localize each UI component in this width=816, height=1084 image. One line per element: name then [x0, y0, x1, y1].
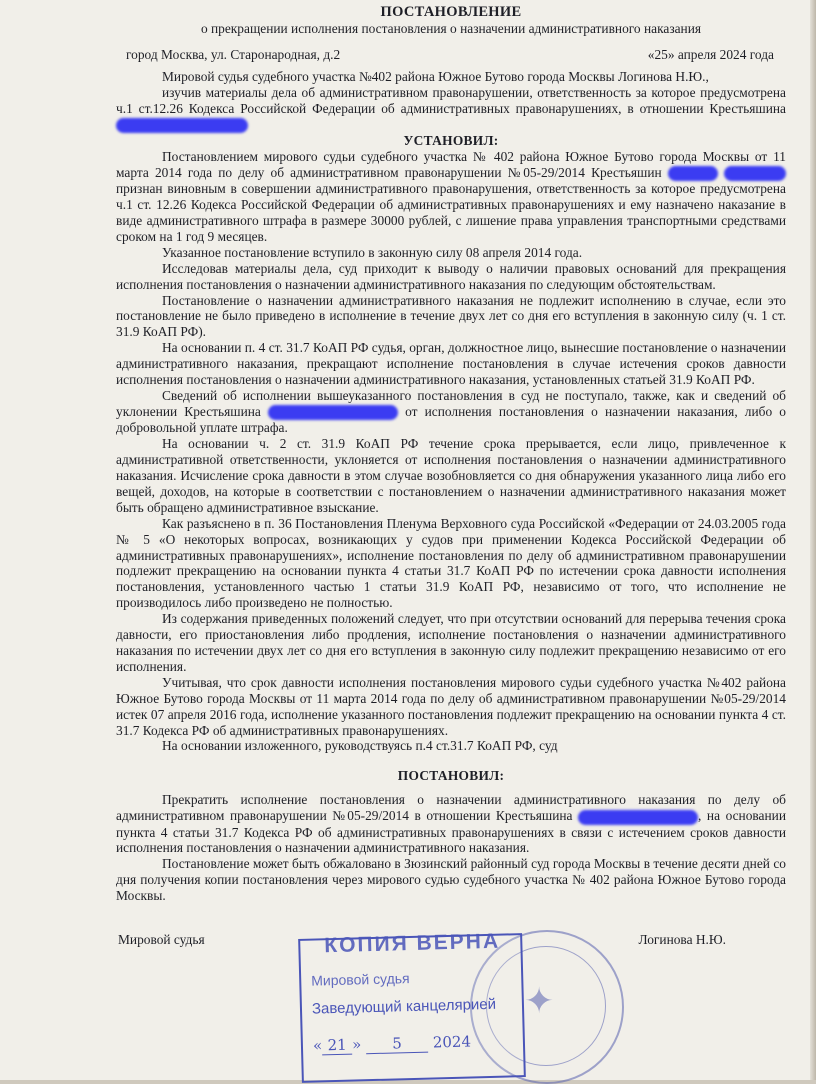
- place-date-row: [126, 47, 774, 63]
- stamp-month: 5: [366, 1034, 428, 1055]
- redaction-mark: [268, 405, 398, 420]
- intro-paragraph-case: [116, 85, 786, 133]
- emblem-icon: ✦: [524, 981, 555, 1021]
- stamp-line-office: Заведующий канцелярией: [311, 995, 497, 1018]
- established-paragraph-4: Постановление о назначении административного наказания не подлежит исполнению в случае, если это постановление не было приведено в исполнение в течение двух лет со дня его вступления в законную силу (ч. 1 ст. 31.9 КоАП РФ).: [116, 292, 786, 340]
- redaction-mark: [578, 810, 698, 825]
- established-paragraph-1: [116, 149, 786, 245]
- stamp-day: 21: [322, 1036, 352, 1056]
- established-paragraph-2: Указанное постановление вступило в законную силу 08 апреля 2014 года.: [162, 244, 583, 260]
- ruling-p1-end: , на основании пункта 4 статьи 31.7 Кодекса РФ об административных правонарушениях в связи с истечением сроков давности исполнения постановления о назначении административного наказания.: [116, 808, 786, 856]
- intro-case-text: изучив материалы дела об административном правонарушении, ответственность за которое предусмотрена ч.1 ст.12.26 Кодекса Российской Федерации об административных правонарушениях, в отношении Крестьяшина: [116, 84, 786, 116]
- document-subtitle: о прекращении исполнения постановления о назначении административного наказания: [200, 21, 702, 36]
- ruling-p1-start: Прекратить исполнение постановления о назначении административного наказания по делу об административном правонарушении №05-29/2014 в отношении Крестьяшина: [116, 792, 786, 824]
- ruling-paragraph-1: [116, 792, 786, 856]
- established-p6-end: от исполнения постановления о назначении наказания, либо о добровольной уплате штрафа.: [116, 403, 786, 436]
- date-text: «25» апреля 2024 года: [647, 46, 774, 62]
- established-paragraph-8: Как разъяснено в п. 36 Постановления Пленума Верховного суда Российской «Федерации от 24.03.2005 года № 5 «О некоторых вопросах, возникающих у судов при применении Кодекса Российской Федерации об административных правонарушениях», исполнение постановления по делу об административном правонарушении подлежит прекращению на основании пункта 4 статьи 31.7 КоАП РФ по истечении срока давности исполнения постановления, установленного частью 1 статьи 31.9 КоАП РФ, независимо от того, что исполнение не производилось либо произведено не полностью.: [116, 515, 786, 611]
- stamp-title: КОПИЯ ВЕРНА: [324, 929, 501, 958]
- stamp-line-judge: Мировой судья: [311, 970, 410, 989]
- judge-name: Логинова Н.Ю.: [638, 932, 726, 948]
- established-paragraph-3: Исследовав материалы дела, суд приходит к выводу о наличии правовых оснований для прекращения исполнения постановления о назначении административного наказания по следующим обстоятельствам.: [116, 260, 786, 292]
- spacer: [116, 754, 786, 768]
- document-title: ПОСТАНОВЛЕНИЕ: [380, 4, 522, 20]
- stamp-year-suffix: 24: [451, 1032, 472, 1051]
- page-edge-shadow: [810, 0, 816, 1080]
- established-p1-end: признан виновным в совершении административного правонарушения, ответственность за которое предусмотрена ч.1 ст. 12.26 Кодекса Российской Федерации об административных правонарушениях и ему назначено наказание в виде административного штрафа в размере 30000 рублей, с лишение права управления транспортными средствами сроком на 1 год 9 месяцев.: [116, 181, 786, 244]
- established-paragraph-7: На основании ч. 2 ст. 31.9 КоАП РФ течение срока прерывается, если лицо, привлеченное к административной ответственности, уклоняется от исполнения постановления о назначении административного наказания. Исчисление срока давности в этом случае возобновляется со дня обнаружения указанного лица либо его вещей, доходов, на которые в соответствии с постановлением о назначении административного наказания может быть обращено административное взыскание.: [116, 436, 786, 515]
- redaction-mark: [668, 166, 718, 181]
- ruling-paragraph-2: Постановление может быть обжаловано в Зюзинский районный суд города Москвы в течение десяти дней со дня получения копии постановления через мирового судью судебного участка № 402 района Южное Бутово города Москвы.: [116, 856, 786, 904]
- established-p1-start: Постановлением мирового судьи судебного участка № 402 района Южное Бутово города Москвы от 11 марта 2014 года по делу об административном правонарушении №05-29/2014 Крестьяшин: [116, 148, 786, 180]
- established-paragraph-9: Из содержания приведенных положений следует, что при отсутствии оснований для перерыва течения срока давности, его приостановления либо продления, исполнение постановления о назначении административного наказания по истечении двух лет со дня его вступления в законную силу подлежит прекращению независимо от его исполнения.: [116, 611, 786, 674]
- ruling-heading: ПОСТАНОВИЛ:: [397, 768, 505, 784]
- intro-paragraph-judge: Мировой судья судебного участка №402 района Южное Бутово города Москвы Логинова Н.Ю.,: [162, 68, 709, 84]
- judge-signature-label: Мировой судья: [118, 932, 205, 948]
- established-p6-start: Сведений об исполнении вышеуказанного постановления в суд не поступало, также, как и сведений об уклонении Крестьяшина: [116, 387, 786, 419]
- spacer: [116, 784, 786, 792]
- established-paragraph-10: Учитывая, что срок давности исполнения постановления мирового судьи судебного участка №402 района Южное Бутово города Москвы от 11 марта 2014 года по делу об административном правонарушении №05-29/2014 истек 07 апреля 2016 года, исполнение указанного постановления подлежит прекращению на основании пункта 4 ст. 31.7 Кодекса РФ об административных правонарушениях.: [116, 674, 786, 738]
- certified-copy-stamp: [298, 929, 526, 1083]
- established-paragraph-6: [116, 388, 786, 436]
- established-paragraph-11: На основании изложенного, руководствуясь п.4 ст.31.7 КоАП РФ, суд: [162, 738, 558, 754]
- stamp-year-prefix: 20: [432, 1032, 453, 1052]
- established-heading: УСТАНОВИЛ:: [403, 132, 499, 148]
- redaction-mark: [116, 118, 248, 133]
- place-text: город Москва, ул. Старонародная, д.2: [126, 46, 341, 62]
- redaction-mark: [724, 166, 786, 181]
- established-paragraph-5: На основании п. 4 ст. 31.7 КоАП РФ судья, орган, должностное лицо, вынесшие постановление о назначении административного наказания, прекращают исполнение постановления в случае истечения сроков давности исполнения постановления о назначении административного наказания, установленных статьей 31.9 КоАП РФ.: [116, 340, 786, 388]
- stamp-date: « 21 » 5 2024: [312, 1032, 472, 1055]
